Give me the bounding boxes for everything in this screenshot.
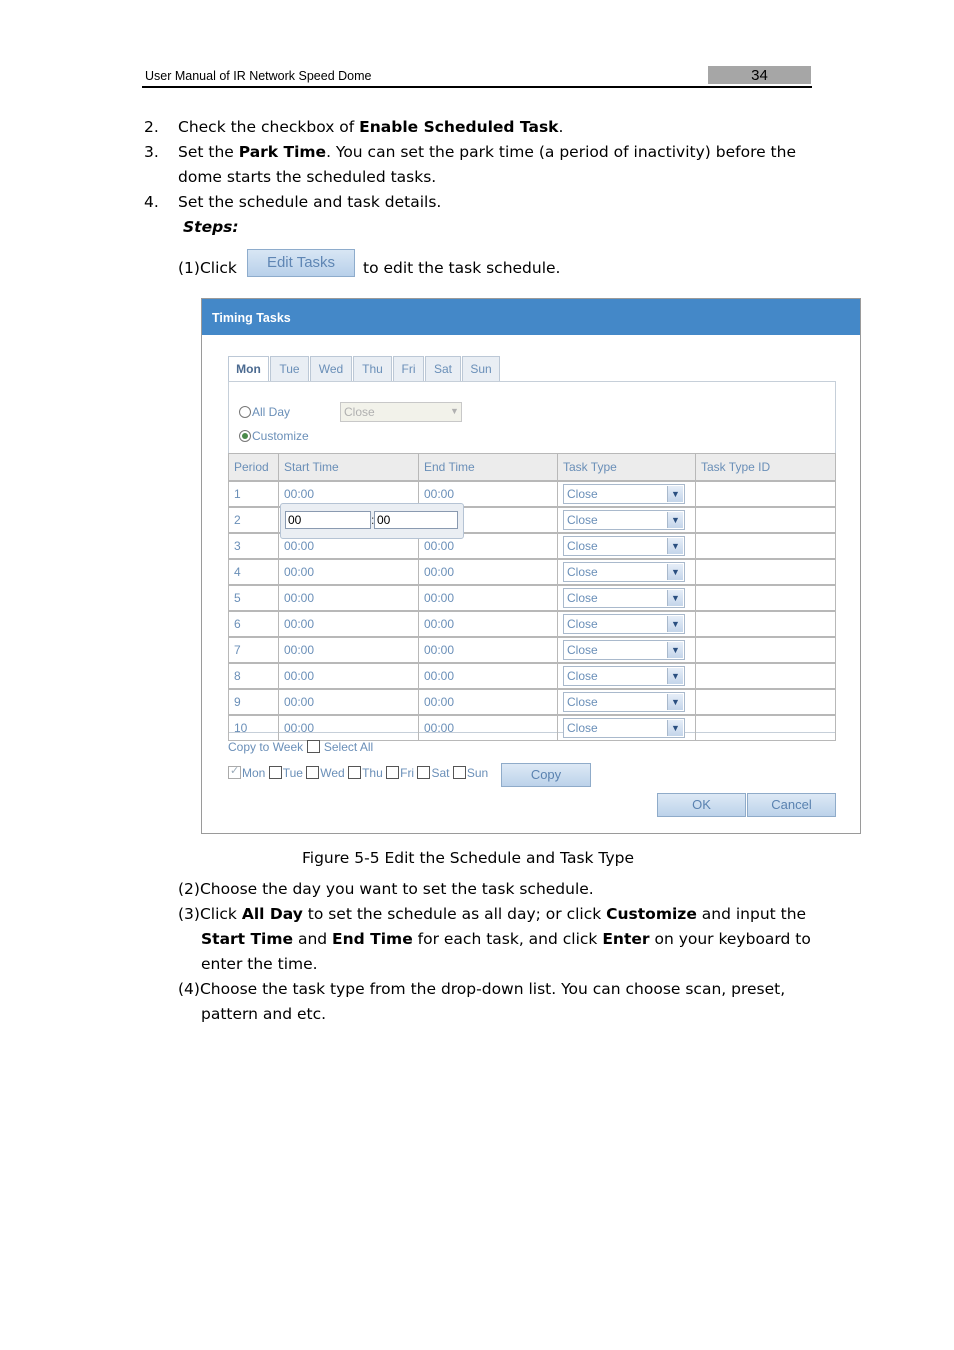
task-type-cell — [558, 533, 696, 559]
start-time-cell[interactable]: 00:00 — [279, 585, 419, 611]
task-type-value: Close — [567, 617, 598, 631]
task-type-value: Close — [567, 669, 598, 683]
select-all-label: Select All — [323, 740, 374, 754]
step-4-text: Set the schedule and task details. — [178, 193, 442, 211]
tab-mon[interactable]: Mon — [228, 356, 269, 382]
step-3-pre: Set the — [178, 143, 239, 161]
table-row — [229, 559, 836, 585]
copy-day-label: Tue — [282, 766, 303, 780]
all-day-label: All Day — [252, 405, 291, 419]
period-cell: 7 — [229, 637, 279, 663]
substep-3-line-2 — [201, 930, 811, 948]
copy-day-checkbox[interactable] — [386, 766, 399, 779]
task-type-cell — [558, 715, 696, 741]
tab-sat[interactable]: Sat — [425, 356, 461, 381]
chevron-down-icon: ▼ — [667, 720, 683, 736]
step-3-post: . You can set the park time (a period of inactivity) before the — [326, 143, 796, 161]
chevron-down-icon: ▼ — [667, 590, 683, 606]
period-cell: 5 — [229, 585, 279, 611]
step-2-pre: Check the checkbox of — [178, 118, 360, 136]
step-2-text — [178, 118, 563, 136]
period-cell: 9 — [229, 689, 279, 715]
text-run: (3)Click — [178, 905, 242, 923]
table-row — [229, 637, 836, 663]
period-cell: 8 — [229, 663, 279, 689]
cancel-button[interactable]: Cancel — [747, 793, 836, 817]
task-type-cell — [558, 637, 696, 663]
copy-day-label: Wed — [320, 766, 345, 780]
task-type-select[interactable] — [563, 510, 685, 530]
figure-caption: Figure 5-5 Edit the Schedule and Task Type — [302, 849, 635, 867]
tab-fri[interactable]: Fri — [393, 356, 424, 381]
start-time-cell[interactable]: 00:00 — [279, 611, 419, 637]
period-cell: 2 — [229, 507, 279, 533]
hour-input[interactable] — [285, 511, 371, 529]
start-time-cell[interactable]: 00:00 — [279, 559, 419, 585]
copy-day-label: Thu — [362, 766, 383, 780]
text-run-bold: Enter — [602, 930, 650, 948]
radio-unselected-icon — [239, 406, 251, 418]
chevron-down-icon: ▼ — [667, 668, 683, 684]
task-type-id-cell — [696, 715, 836, 741]
task-type-select[interactable] — [563, 536, 685, 556]
task-type-value: Close — [567, 513, 598, 527]
step-3-continued: dome starts the scheduled tasks. — [178, 168, 437, 186]
copy-day-checkbox[interactable] — [417, 766, 430, 779]
task-type-id-cell — [696, 533, 836, 559]
copy-day-checkbox[interactable] — [348, 766, 361, 779]
copy-days-row — [228, 766, 488, 780]
end-time-cell[interactable]: 00:00 — [419, 585, 558, 611]
task-type-id-cell — [696, 663, 836, 689]
customize-radio[interactable] — [239, 429, 309, 443]
chevron-down-icon: ▼ — [667, 642, 683, 658]
substep-4-line-1: (4)Choose the task type from the drop-down list. You can choose scan, preset, — [178, 980, 786, 998]
ok-button[interactable]: OK — [657, 793, 746, 817]
column-header: Period — [229, 454, 279, 482]
step-2-post: . — [558, 118, 564, 136]
schedule-table — [228, 453, 836, 741]
chevron-down-icon: ▼ — [450, 406, 459, 416]
table-row — [229, 611, 836, 637]
task-type-select[interactable] — [563, 614, 685, 634]
task-type-select[interactable] — [563, 562, 685, 582]
select-all-checkbox[interactable] — [307, 740, 320, 753]
header-title: User Manual of IR Network Speed Dome — [145, 69, 372, 83]
table-row — [229, 585, 836, 611]
edit-tasks-button[interactable]: Edit Tasks — [247, 249, 355, 277]
copy-to-week-label: Copy to Week — [228, 740, 304, 754]
table-row — [229, 689, 836, 715]
period-cell: 3 — [229, 533, 279, 559]
task-type-cell — [558, 559, 696, 585]
start-time-cell[interactable]: 00:00 — [279, 533, 419, 559]
text-run: and input the — [696, 905, 807, 923]
end-time-cell[interactable]: 00:00 — [419, 715, 558, 741]
minute-input[interactable] — [374, 511, 458, 529]
step-3-bold: Park Time — [238, 143, 327, 161]
substep-2-text: (2)Choose the day you want to set the task schedule. — [178, 880, 594, 898]
substep-3-line-1 — [178, 905, 806, 923]
substep-1-suffix: to edit the task schedule. — [363, 259, 561, 277]
steps-label: Steps: — [183, 218, 239, 236]
step-2-bold: Enable Scheduled Task — [359, 118, 559, 136]
all-day-select — [340, 402, 462, 422]
task-type-cell — [558, 507, 696, 533]
text-run: for each task, and click — [412, 930, 603, 948]
task-type-value: Close — [567, 591, 598, 605]
end-time-cell[interactable]: 00:00 — [419, 637, 558, 663]
substep-4-line-2: pattern and etc. — [201, 1005, 327, 1023]
customize-label: Customize — [252, 429, 309, 443]
step-number: 4. — [144, 193, 159, 211]
tab-sun[interactable]: Sun — [462, 356, 500, 381]
start-time-cell[interactable]: 00:00 — [279, 481, 419, 507]
tab-wed[interactable]: Wed — [310, 356, 352, 381]
start-time-cell[interactable]: 00:00 — [279, 715, 419, 741]
start-time-cell[interactable]: 00:00 — [279, 689, 419, 715]
task-type-id-cell — [696, 585, 836, 611]
copy-to-week-row — [228, 740, 373, 754]
period-cell: 10 — [229, 715, 279, 741]
period-cell: 4 — [229, 559, 279, 585]
page-number: 34 — [708, 66, 811, 84]
chevron-down-icon: ▼ — [667, 616, 683, 632]
timing-tasks-dialog — [201, 298, 861, 834]
period-cell: 6 — [229, 611, 279, 637]
step-number: 3. — [144, 143, 159, 161]
substep-3-line-3: enter the time. — [201, 955, 318, 973]
end-time-cell[interactable]: 00:00 — [419, 533, 558, 559]
text-run-bold: Customize — [606, 905, 697, 923]
copy-day-label: Sun — [466, 766, 489, 780]
text-run-bold: All Day — [241, 905, 303, 923]
dialog-title: Timing Tasks — [202, 299, 860, 335]
task-type-cell — [558, 481, 696, 507]
table-header-row — [229, 454, 836, 482]
task-type-cell — [558, 585, 696, 611]
table-row — [229, 663, 836, 689]
all-day-select-value: Close — [344, 405, 375, 419]
end-time-cell[interactable]: 00:00 — [419, 559, 558, 585]
column-header: Task Type ID — [696, 454, 836, 482]
task-type-select[interactable] — [563, 640, 685, 660]
text-run: to set the schedule as all day; or click — [302, 905, 607, 923]
step-3-text — [178, 143, 796, 161]
task-type-select[interactable] — [563, 588, 685, 608]
end-time-cell[interactable]: 00:00 — [419, 481, 558, 507]
task-type-id-cell — [696, 637, 836, 663]
task-type-value: Close — [567, 487, 598, 501]
column-header: Task Type — [558, 454, 696, 482]
task-type-cell — [558, 689, 696, 715]
task-type-id-cell — [696, 507, 836, 533]
task-type-select[interactable] — [563, 718, 685, 738]
task-type-value: Close — [567, 695, 598, 709]
copy-day-label: Fri — [400, 766, 415, 780]
header-rule — [142, 86, 812, 88]
start-time-cell[interactable]: 00:00 — [279, 663, 419, 689]
copy-day-checkbox[interactable] — [228, 766, 241, 779]
text-run: on your keyboard to — [649, 930, 811, 948]
period-cell: 1 — [229, 481, 279, 507]
task-type-select[interactable] — [563, 692, 685, 712]
copy-day-label: Mon — [242, 766, 266, 780]
end-time-cell[interactable]: 00:00 — [419, 663, 558, 689]
time-input-popup — [280, 503, 464, 539]
task-type-select[interactable] — [563, 666, 685, 686]
copy-day-checkbox[interactable] — [269, 766, 282, 779]
column-header: Start Time — [279, 454, 419, 482]
text-run-bold: Start Time — [201, 930, 294, 948]
task-type-id-cell — [696, 481, 836, 507]
task-type-cell — [558, 611, 696, 637]
task-type-select[interactable] — [563, 484, 685, 504]
task-type-value: Close — [567, 565, 598, 579]
substep-1-prefix: (1)Click — [178, 259, 237, 277]
chevron-down-icon: ▼ — [667, 694, 683, 710]
task-type-value: Close — [567, 643, 598, 657]
all-day-radio[interactable] — [239, 405, 290, 419]
text-run-bold: End Time — [332, 930, 413, 948]
task-type-id-cell — [696, 689, 836, 715]
copy-day-checkbox[interactable] — [453, 766, 466, 779]
table-row — [229, 715, 836, 741]
chevron-down-icon: ▼ — [667, 486, 683, 502]
column-header: End Time — [419, 454, 558, 482]
task-type-id-cell — [696, 611, 836, 637]
end-time-cell[interactable]: 00:00 — [419, 689, 558, 715]
time-separator: : — [371, 513, 375, 527]
copy-button[interactable]: Copy — [501, 763, 591, 787]
radio-selected-icon — [239, 430, 251, 442]
task-type-value: Close — [567, 539, 598, 553]
chevron-down-icon: ▼ — [667, 538, 683, 554]
start-time-cell[interactable]: 00:00 — [279, 637, 419, 663]
copy-day-label: Sat — [431, 766, 450, 780]
task-type-cell — [558, 663, 696, 689]
chevron-down-icon: ▼ — [667, 512, 683, 528]
task-type-id-cell — [696, 559, 836, 585]
step-number: 2. — [144, 118, 159, 136]
end-time-cell[interactable]: 00:00 — [419, 611, 558, 637]
chevron-down-icon: ▼ — [667, 564, 683, 580]
text-run: and — [293, 930, 333, 948]
tab-tue[interactable]: Tue — [270, 356, 309, 381]
task-type-value: Close — [567, 721, 598, 735]
copy-day-checkbox[interactable] — [306, 766, 319, 779]
tab-thu[interactable]: Thu — [353, 356, 392, 381]
